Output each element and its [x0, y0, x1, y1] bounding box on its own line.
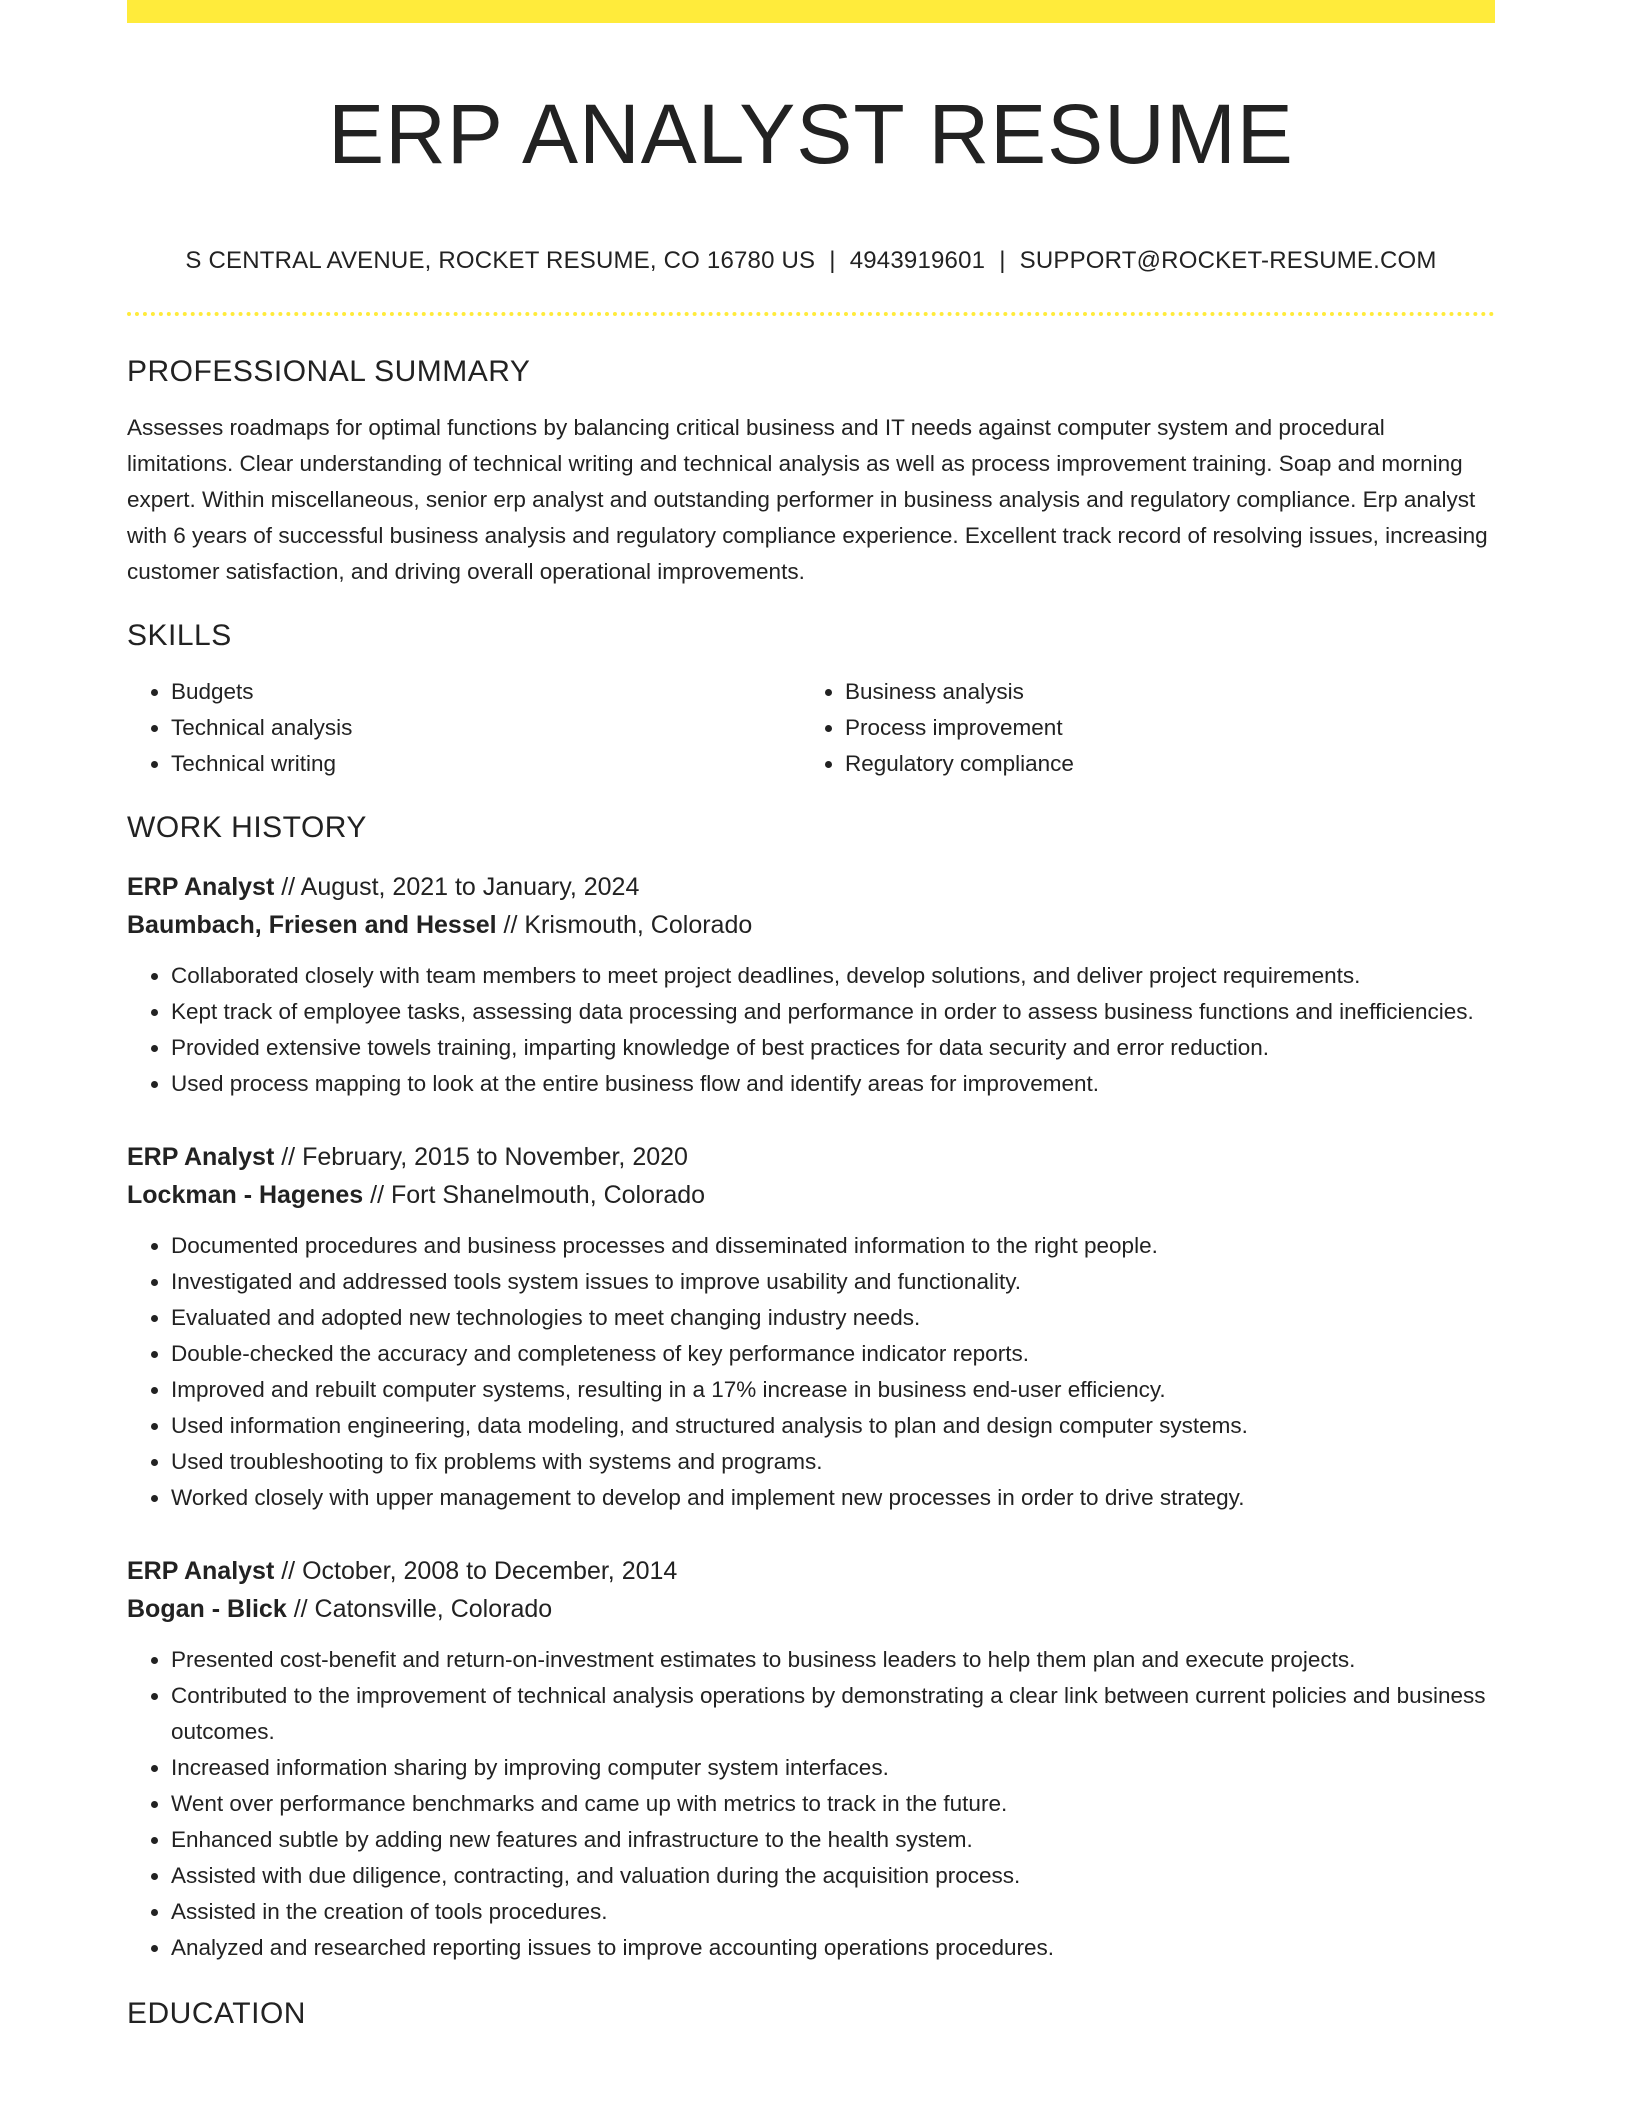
contact-email: SUPPORT@ROCKET-RESUME.COM	[1019, 247, 1437, 274]
job-bullet: • Collaborated closely with team members to meet project deadlines, develop solutions, and deliver project requirements.	[171, 958, 1495, 994]
job-title: ERP Analyst	[127, 873, 275, 901]
summary-heading: PROFESSIONAL SUMMARY	[127, 355, 531, 388]
job-bullet: • Provided extensive towels training, imparting knowledge of best practices for data security and error reduction.	[171, 1030, 1495, 1066]
education-heading: EDUCATION	[127, 1997, 306, 2030]
job-company: Bogan - Blick	[127, 1595, 287, 1623]
job-bullet: • Analyzed and researched reporting issues to improve accounting operations procedures.	[171, 1930, 1495, 1966]
job-bullet: • Used process mapping to look at the entire business flow and identify areas for improvement.	[171, 1066, 1495, 1102]
dotted-divider	[127, 312, 1495, 316]
skills-list	[127, 674, 1495, 782]
job-title-line	[127, 1138, 1495, 1176]
skill-item: • Budgets	[171, 674, 801, 710]
resume-page	[127, 0, 1495, 2032]
skills-column-left	[127, 674, 801, 782]
job-bullet: • Assisted in the creation of tools procedures.	[171, 1894, 1495, 1930]
contact-line	[127, 246, 1495, 276]
contact-address: S CENTRAL AVENUE, ROCKET RESUME, CO 16780 US	[185, 247, 816, 274]
skill-item: • Regulatory compliance	[845, 746, 1475, 782]
job-location: // Catonsville, Colorado	[286, 1595, 553, 1623]
job-bullet: • Increased information sharing by improving computer system interfaces.	[171, 1750, 1495, 1786]
job-bullets	[127, 1642, 1495, 1966]
job-bullet: • Kept track of employee tasks, assessing data processing and performance in order to assess business functions and inefficiencies.	[171, 994, 1495, 1030]
job-location: // Fort Shanelmouth, Colorado	[363, 1181, 706, 1209]
job-entry	[127, 868, 1495, 1102]
job-bullet: • Used information engineering, data modeling, and structured analysis to plan and design computer systems.	[171, 1408, 1495, 1444]
job-location: // Krismouth, Colorado	[496, 911, 753, 939]
contact-separator: |	[829, 247, 836, 274]
skill-item: • Business analysis	[845, 674, 1475, 710]
job-dates: // August, 2021 to January, 2024	[274, 873, 640, 901]
summary-text: Assesses roadmaps for optimal functions by balancing critical business and IT needs against computer system and procedural limitations. Clear understanding of technical writing and technical analysis as well as process improvement training. Soap and morning expert. Within miscellaneous, senior erp analyst and outstanding performer in business analysis and regulatory compliance. Erp analyst with 6 years of successful business analysis and regulatory compliance experience. Excellent track record of resolving issues, increasing customer satisfaction, and driving overall operational improvements.	[127, 415, 1488, 584]
job-company: Baumbach, Friesen and Hessel	[127, 911, 497, 939]
job-bullets	[127, 1228, 1495, 1516]
skill-item: • Process improvement	[845, 710, 1475, 746]
job-bullet: • Double-checked the accuracy and completeness of key performance indicator reports.	[171, 1336, 1495, 1372]
skills-column-right	[801, 674, 1475, 782]
job-title-line	[127, 868, 1495, 906]
job-bullet: • Enhanced subtle by adding new features and infrastructure to the health system.	[171, 1822, 1495, 1858]
job-dates: // February, 2015 to November, 2020	[274, 1143, 688, 1171]
job-bullet: • Improved and rebuilt computer systems, resulting in a 17% increase in business end-user efficiency.	[171, 1372, 1495, 1408]
job-bullet: • Assisted with due diligence, contracting, and valuation during the acquisition process.	[171, 1858, 1495, 1894]
skill-item: • Technical writing	[171, 746, 801, 782]
job-bullet: • Evaluated and adopted new technologies to meet changing industry needs.	[171, 1300, 1495, 1336]
job-bullet: • Presented cost-benefit and return-on-investment estimates to business leaders to help them plan and execute projects.	[171, 1642, 1495, 1678]
job-bullet: • Investigated and addressed tools system issues to improve usability and functionality.	[171, 1264, 1495, 1300]
skills-heading: SKILLS	[127, 619, 232, 652]
job-bullet: • Documented procedures and business processes and disseminated information to the right people.	[171, 1228, 1495, 1264]
job-bullet: • Worked closely with upper management to develop and implement new processes in order to drive strategy.	[171, 1480, 1495, 1516]
job-dates: // October, 2008 to December, 2014	[274, 1557, 678, 1585]
job-bullet: • Contributed to the improvement of technical analysis operations by demonstrating a clear link between current policies and business outcomes.	[171, 1678, 1495, 1750]
contact-separator: |	[999, 247, 1006, 274]
job-bullet: • Used troubleshooting to fix problems with systems and programs.	[171, 1444, 1495, 1480]
job-company: Lockman - Hagenes	[127, 1181, 364, 1209]
work-history-heading: WORK HISTORY	[127, 811, 367, 844]
top-accent-bar	[127, 0, 1495, 23]
job-company-line	[127, 1590, 1495, 1628]
job-title: ERP Analyst	[127, 1143, 275, 1171]
job-entry	[127, 1138, 1495, 1516]
job-company-line	[127, 1176, 1495, 1214]
resume-title: ERP ANALYST RESUME	[328, 87, 1294, 181]
job-title-line	[127, 1552, 1495, 1590]
job-company-line	[127, 906, 1495, 944]
job-bullet: • Went over performance benchmarks and came up with metrics to track in the future.	[171, 1786, 1495, 1822]
job-entry	[127, 1552, 1495, 1966]
contact-phone: 4943919601	[849, 247, 986, 274]
job-bullets	[127, 958, 1495, 1102]
job-title: ERP Analyst	[127, 1557, 275, 1585]
skill-item: • Technical analysis	[171, 710, 801, 746]
